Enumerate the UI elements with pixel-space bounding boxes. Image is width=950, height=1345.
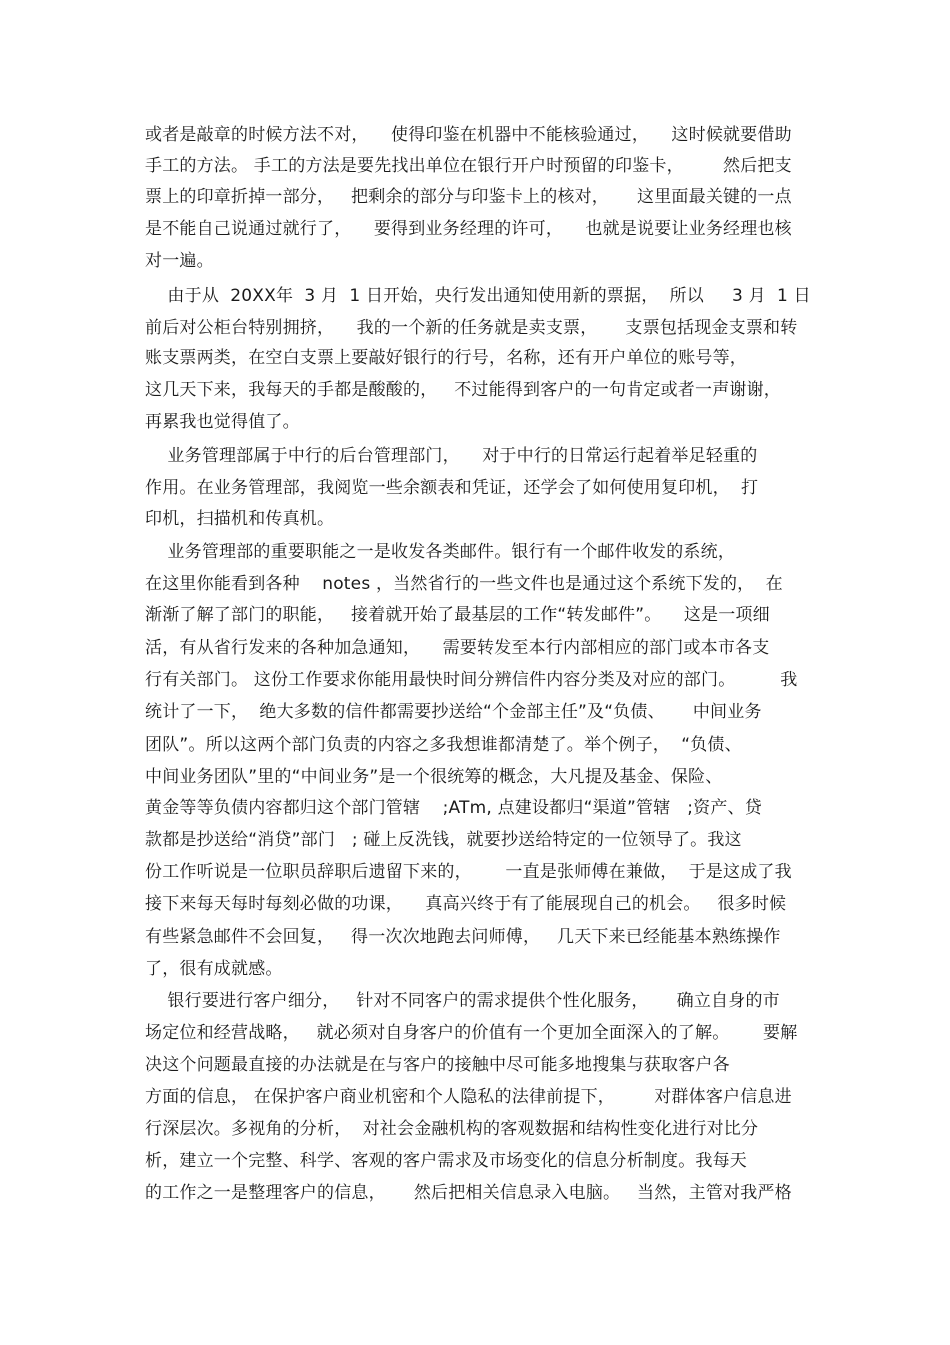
text-line: 业务管理部的重要职能之一是收发各类邮件。银行有一个邮件收发的系统， bbox=[145, 542, 736, 562]
text-line: 票上的印章折掉一部分， 把剩余的部分与印鉴卡上的核对， 这里面最关键的一点 bbox=[145, 187, 792, 207]
text-line: 账支票两类，在空白支票上要敲好银行的行号，名称，还有开户单位的账号等， bbox=[145, 348, 747, 368]
text-line: 份工作听说是一位职员辞职后遗留下来的， 一直是张师傅在兼做， 于是这成了我 bbox=[145, 862, 792, 882]
text-line: 这几天下来，我每天的手都是酸酸的， 不过能得到客户的一句肯定或者一声谢谢， bbox=[145, 380, 782, 400]
text-line: 决这个问题最直接的办法就是在与客户的接触中尽可能多地搜集与获取客户各 bbox=[145, 1055, 730, 1075]
text-line: 业务管理部属于中行的后台管理部门， 对于中行的日常运行起着举足轻重的 bbox=[145, 446, 758, 466]
text-line: 在这里你能看到各种 notes ，当然省行的一些文件也是通过这个系统下发的， 在 bbox=[145, 574, 783, 594]
text-line: 中间业务团队”里的“中间业务”是一个很统筹的概念，大凡提及基金、保险、 bbox=[145, 767, 723, 787]
text-line: 银行要进行客户细分， 针对不同客户的需求提供个性化服务， 确立自身的市 bbox=[145, 991, 780, 1011]
text-line: 统计了一下， 绝大多数的信件都需要抄送给“个金部主任”及“负债、 中间业务 bbox=[145, 702, 762, 722]
text-line: 黄金等等负债内容都归这个部门管辖 ;ATm, 点建设都归“渠道”管辖 ;资产、贷 bbox=[145, 798, 762, 818]
text-line: 团队”。所以这两个部门负责的内容之多我想谁都清楚了。举个例子， “负债、 bbox=[145, 735, 742, 755]
text-line: 场定位和经营战略， 就必须对自身客户的价值有一个更加全面深入的了解。 要解 bbox=[145, 1023, 798, 1043]
text-line: 印机，扫描机和传真机。 bbox=[145, 509, 335, 529]
text-line: 析，建立一个完整、科学、客观的客户需求及市场变化的信息分析制度。我每天 bbox=[145, 1151, 747, 1171]
text-line: 手工的方法。 手工的方法是要先找出单位在银行开户时预留的印鉴卡， 然后把支 bbox=[145, 156, 792, 176]
text-line: 是不能自己说通过就行了， 要得到业务经理的许可， 也就是说要让业务经理也核 bbox=[145, 219, 792, 239]
text-line: 接下来每天每时每刻必做的功课， 真高兴终于有了能展现自己的机会。 很多时候 bbox=[145, 894, 787, 914]
text-line: 方面的信息， 在保护客户商业机密和个人隐私的法律前提下， 对群体客户信息进 bbox=[145, 1087, 792, 1107]
text-line: 行深层次。多视角的分析， 对社会金融机构的客观数据和结构性变化进行对比分 bbox=[145, 1119, 759, 1139]
text-line: 再累我也觉得值了。 bbox=[145, 412, 300, 432]
text-line: 或者是敲章的时候方法不对， 使得印鉴在机器中不能核验通过， 这时候就要借助 bbox=[145, 125, 792, 145]
text-line: 渐渐了解了部门的职能， 接着就开始了最基层的工作“转发邮件”。 这是一项细 bbox=[145, 605, 770, 625]
text-line: 活，有从省行发来的各种加急通知， 需要转发至本行内部相应的部门或本市各支 bbox=[145, 638, 770, 658]
text-line: 了，很有成就感。 bbox=[145, 959, 283, 979]
text-line: 的工作之一是整理客户的信息， 然后把相关信息录入电脑。 当然，主管对我严格 bbox=[145, 1183, 792, 1203]
text-line: 有些紧急邮件不会回复， 得一次次地跑去问师傅， 几天下来已经能基本熟练操作 bbox=[145, 927, 781, 947]
text-line: 行有关部门。 这份工作要求你能用最快时间分辨信件内容分类及对应的部门。 我 bbox=[145, 670, 798, 690]
text-line: 由于从 20XX年 3 月 1 日开始，央行发出通知使用新的票据， 所以 3 月 1 日 bbox=[145, 286, 811, 306]
text-line: 作用。在业务管理部，我阅览一些余额表和凭证，还学会了如何使用复印机， 打 bbox=[145, 478, 759, 498]
text-line: 对一遍。 bbox=[145, 251, 214, 271]
text-line: 款都是抄送给“消贷”部门 ; 碰上反洗钱，就要抄送给特定的一位领导了。我这 bbox=[145, 830, 742, 850]
text-line: 前后对公柜台特别拥挤， 我的一个新的任务就是卖支票， 支票包括现金支票和转 bbox=[145, 318, 798, 338]
